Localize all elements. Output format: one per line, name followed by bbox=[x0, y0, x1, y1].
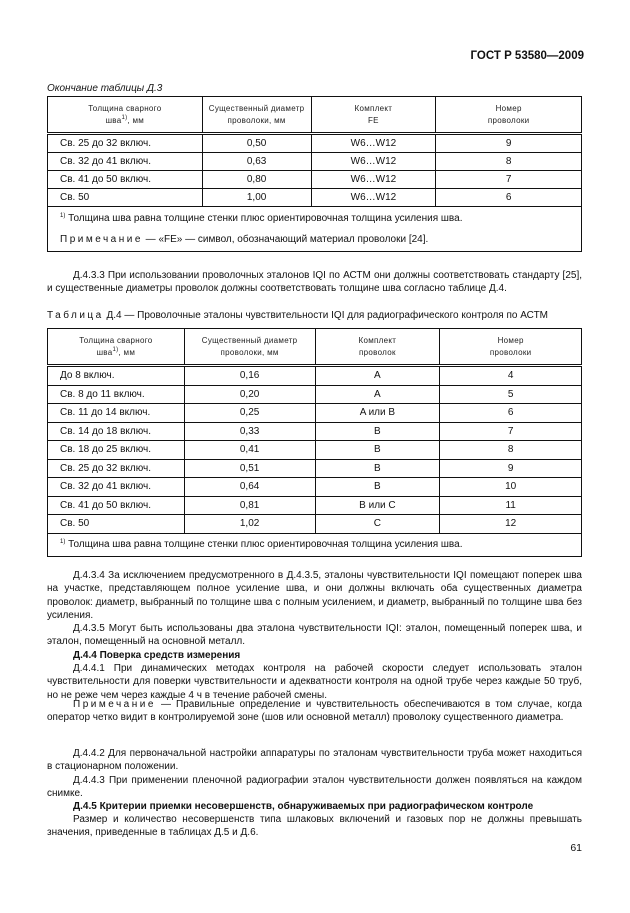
table-row: Св. 41 до 50 включ. 0,80 W6…W12 7 bbox=[48, 171, 582, 189]
column-header: Комплект FE bbox=[311, 97, 436, 134]
table-row: Св. 18 до 25 включ. 0,41 B 8 bbox=[48, 441, 582, 460]
column-header: Номер проволоки bbox=[440, 329, 582, 366]
table-d3-caption: Окончание таблицы Д.3 bbox=[47, 83, 163, 94]
paragraph-d442: Д.4.4.2 Для первоначальной настройки аппаратуры по эталонам чувствительности труба может находиться в стационарном положении. bbox=[47, 748, 582, 773]
table-row: Св. 8 до 11 включ. 0,20 A 5 bbox=[48, 385, 582, 404]
document-header: ГОСТ Р 53580—2009 bbox=[470, 50, 584, 62]
heading-d45: Д.4.5 Критерии приемки несовершенств, обнаруживаемых при радиографическом контроле bbox=[73, 801, 534, 812]
table-d4 bbox=[47, 328, 582, 557]
table-row: Св. 32 до 41 включ. 0,63 W6…W12 8 bbox=[48, 153, 582, 171]
table-note: Примечание — «FE» — символ, обозначающий материал проволоки [24]. bbox=[60, 234, 429, 245]
page-number: 61 bbox=[570, 842, 582, 854]
table-d3 bbox=[47, 96, 582, 252]
table-row: Св. 11 до 14 включ. 0,25 A или B 6 bbox=[48, 404, 582, 423]
table-footnote: $^{1)}$ Толщина шва равна толщине стенки плюс ориентировочная толщина усиления шва. bbox=[60, 213, 463, 224]
column-header: Толщина сварного шва$^{1)}$, мм bbox=[48, 329, 185, 366]
column-header: Комплект проволок bbox=[315, 329, 440, 366]
paragraph-d45: Размер и количество несовершенств типа шлаковых включений и газовых пор не должны превышать значения, приведенные в таблицах Д.5 и Д.6. bbox=[47, 814, 582, 839]
paragraph-d441: Д.4.4.1 При динамических методах контроля на рабочей скорости следует использовать эталон чувствительности для поверки чувствительности и адекватности контроля на одной трубе через каждые 50 труб, но не реже чем через каждые 4 ч в течение рабочей смены. bbox=[47, 663, 582, 701]
table-row: Св. 25 до 32 включ. 0,50 W6…W12 9 bbox=[48, 134, 582, 153]
column-header: Толщина сварного шва$^{1)}$, мм bbox=[48, 97, 203, 134]
paragraph-d435: Д.4.3.5 Могут быть использованы два эталона чувствительности IQI: эталон, помещенный поперек шва, и эталон, помещенный на основной металл. bbox=[47, 623, 582, 648]
table-d4-title: Таблица Д.4 — Проволочные эталоны чувствительности IQI для радиографического контроля по АСТМ bbox=[47, 310, 549, 321]
table-row: Св. 50 1,02 C 12 bbox=[48, 515, 582, 534]
heading-d44: Д.4.4 Поверка средств измерения bbox=[73, 650, 241, 661]
paragraph-d434: Д.4.3.4 За исключением предусмотренного в Д.4.3.5, эталоны чувствительности IQI помещают поперек шва на участке, представляющем полное усиление шва, и они должны включать оба существенных диаметра проволок: диаметр, выбранный по толщине шва с полным усилением, и диаметр, выбранный по толщине шва без усиления. bbox=[47, 570, 582, 621]
table-row: Св. 32 до 41 включ. 0,64 B 10 bbox=[48, 478, 582, 497]
table-footnote-row bbox=[48, 207, 582, 252]
column-header: Существенный диаметр проволоки, мм bbox=[202, 97, 311, 134]
table-row: Св. 25 до 32 включ. 0,51 B 9 bbox=[48, 459, 582, 478]
table-row: Св. 41 до 50 включ. 0,81 B или C 11 bbox=[48, 496, 582, 515]
table-row: Св. 14 до 18 включ. 0,33 B 7 bbox=[48, 422, 582, 441]
column-header: Номер проволоки bbox=[436, 97, 582, 134]
table-row: Св. 50 1,00 W6…W12 6 bbox=[48, 189, 582, 207]
table-footnote-row bbox=[48, 533, 582, 556]
table-header-row bbox=[48, 97, 582, 134]
column-header: Существенный диаметр проволоки, мм bbox=[184, 329, 315, 366]
table-header-row bbox=[48, 329, 582, 366]
paragraph-d443: Д.4.4.3 При применении пленочной радиографии эталон чувствительности должен появляться на каждом снимке. bbox=[47, 775, 582, 800]
paragraph-d433: Д.4.3.3 При использовании проволочных эталонов IQI по АСТМ они должны соответствовать стандарту [25], и существенные диаметры проволок должны соответствовать толщине шва согласно таблице Д.4. bbox=[47, 270, 582, 295]
table-row: До 8 включ. 0,16 A 4 bbox=[48, 366, 582, 386]
table-footnote: $^{1)}$ Толщина шва равна толщине стенки плюс ориентировочная толщина усиления шва. bbox=[48, 533, 582, 556]
note-paragraph: Примечание — Правильные определение и чувствительность обеспечиваются в том случае, когда оператор четко видит в контролируемой зоне (шов или основной металл) проволоку существенного диаметра. bbox=[47, 699, 582, 724]
